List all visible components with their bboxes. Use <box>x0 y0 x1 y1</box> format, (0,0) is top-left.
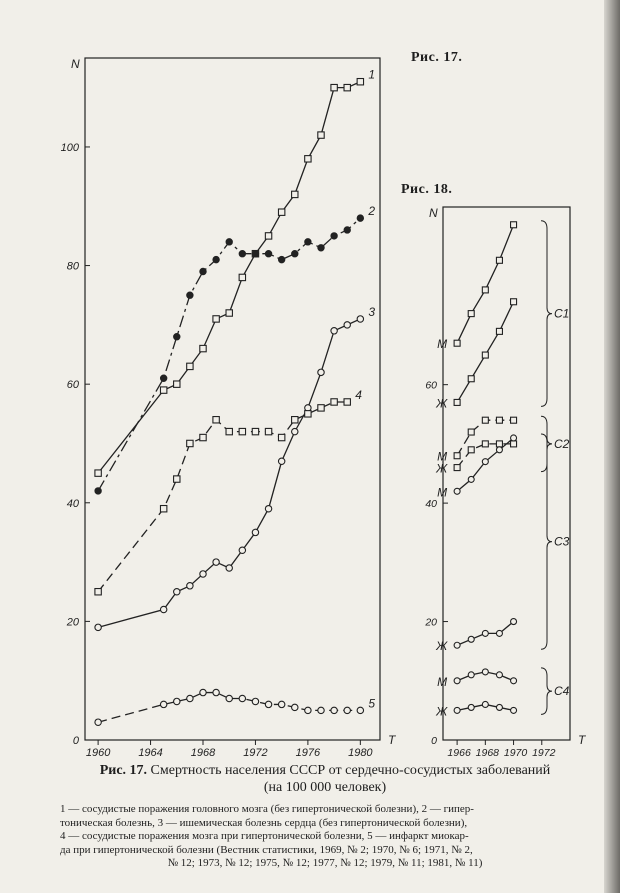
group-label: C1 <box>554 306 570 321</box>
series-label: Ж <box>436 396 448 411</box>
x-axis-label: T <box>578 733 586 747</box>
legend-line: 4 — сосудистые поражения мозга при гипертонической болезни, 5 — инфаркт миокар- <box>60 830 469 843</box>
data-point <box>496 417 502 423</box>
data-point <box>496 672 502 678</box>
series-label: М <box>437 337 448 352</box>
data-point <box>482 417 488 423</box>
data-point <box>468 311 474 317</box>
y-tick-label: 20 <box>425 616 437 629</box>
data-point <box>468 476 474 482</box>
y-tick-label: 80 <box>66 260 79 273</box>
data-point <box>454 707 460 713</box>
series-label: М <box>437 674 448 689</box>
series-label: Ж <box>436 639 448 654</box>
data-point <box>482 669 488 675</box>
y-tick-label: 60 <box>66 379 79 392</box>
data-point <box>511 441 517 447</box>
series-line <box>457 420 513 456</box>
series-label: 4 <box>355 387 362 402</box>
x-tick-label: 1966 <box>447 747 471 759</box>
data-point <box>496 441 502 447</box>
data-point <box>496 704 502 710</box>
data-point <box>496 257 502 263</box>
data-point <box>454 488 460 494</box>
x-tick-label: 1972 <box>243 747 268 759</box>
series-label: Ж <box>436 461 448 476</box>
series-label: 2 <box>368 204 376 219</box>
series-label: М <box>437 485 448 500</box>
data-point <box>511 299 517 305</box>
group-label: C2 <box>554 436 570 451</box>
series-label: 5 <box>368 696 376 711</box>
group-brace <box>541 221 552 407</box>
legend-line: тоническая болезнь, 3 — ишемическая болезнь сердца (без гипертонической болезни), <box>60 816 468 829</box>
y-tick-label: 40 <box>425 498 437 511</box>
data-point <box>454 465 460 471</box>
y-axis-label: N <box>429 206 438 220</box>
series-line <box>457 225 513 343</box>
x-tick-label: 1968 <box>475 747 500 759</box>
data-point <box>511 417 517 423</box>
legend-line: 1 — сосудистые поражения головного мозга (без гипертонической болезни), 2 — гипер- <box>60 803 474 815</box>
caption-text: Смертность населения СССР от сердечно-сосудистых заболеваний <box>150 763 551 778</box>
legend-line: да при гипертонической болезни (Вестник статистики, 1969, № 2; 1970, № 6; 1971, № 2, <box>60 843 473 856</box>
data-point <box>482 441 488 447</box>
x-tick-label: 1980 <box>348 747 373 759</box>
series-label: Ж <box>436 704 448 719</box>
y-tick-label: 100 <box>60 141 79 154</box>
group-brace <box>541 668 552 714</box>
caption-subtext: (на 100 000 человек) <box>263 780 387 795</box>
data-point <box>511 678 517 684</box>
y-tick-label: 20 <box>66 616 79 629</box>
data-point <box>482 701 488 707</box>
x-tick-label: 1960 <box>85 747 111 759</box>
x-tick-label: 1972 <box>532 747 556 759</box>
series-label: 3 <box>368 304 376 319</box>
data-point <box>454 340 460 346</box>
y-tick-label: 0 <box>72 735 79 747</box>
figure-caption <box>60 762 590 796</box>
data-point <box>511 222 517 228</box>
caption-label: Рис. 17. <box>99 763 148 778</box>
data-point <box>454 399 460 405</box>
y-tick-label: 0 <box>431 735 437 747</box>
data-point <box>496 630 502 636</box>
figure-legend <box>60 803 590 871</box>
group-label: C3 <box>554 534 570 549</box>
data-point <box>496 328 502 334</box>
y-tick-label: 40 <box>66 497 79 510</box>
x-axis-label: T <box>388 733 396 747</box>
y-axis-label: N <box>71 57 80 71</box>
data-point <box>468 636 474 642</box>
data-point <box>482 287 488 293</box>
data-point <box>468 376 474 382</box>
group-label: C4 <box>554 684 570 699</box>
data-point <box>511 707 517 713</box>
data-point <box>511 619 517 625</box>
plot-frame <box>443 207 570 740</box>
data-point <box>496 447 502 453</box>
x-tick-label: 1976 <box>295 747 321 759</box>
data-point <box>482 459 488 465</box>
x-tick-label: 1964 <box>138 747 163 759</box>
data-point <box>454 678 460 684</box>
data-point <box>468 447 474 453</box>
figure-17-label: Рис. 17. <box>411 50 463 65</box>
legend-line: № 12; 1973, № 12; 1975, № 12; 1977, № 12; 1979, № 11; 1981, № 11) <box>167 857 483 870</box>
data-point <box>482 352 488 358</box>
group-brace <box>541 434 552 649</box>
data-point <box>468 672 474 678</box>
series-label: 1 <box>368 67 376 82</box>
x-tick-label: 1970 <box>503 747 528 759</box>
data-point <box>511 435 517 441</box>
x-tick-label: 1968 <box>190 747 216 759</box>
data-point <box>468 704 474 710</box>
data-point <box>454 453 460 459</box>
series-label: М <box>437 449 448 464</box>
data-point <box>468 429 474 435</box>
data-point <box>454 642 460 648</box>
figure-18-label: Рис. 18. <box>401 182 453 197</box>
y-tick-label: 60 <box>425 379 437 392</box>
data-point <box>482 630 488 636</box>
